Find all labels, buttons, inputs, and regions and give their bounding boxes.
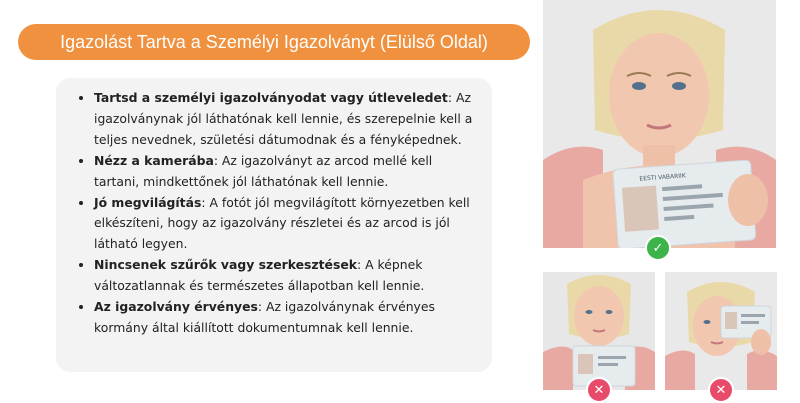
list-item (94, 88, 476, 151)
list-item (94, 297, 476, 339)
guideline-text: : Az igazolványt az arcod mellé kell tartani, mindkettőnek jól láthatónak kell lennie. (94, 152, 433, 189)
example-photo-incorrect-2 (665, 272, 777, 390)
guideline-text: : Az igazolványnak jól láthatónak kell lennie, és szerepelnie kell a teljes nevednek, születési dátumodnak és a fényképednek. (94, 90, 473, 147)
guideline-text: : A képnek változatlannak és természetes állapotban kell lennie. (94, 257, 425, 294)
list-item (94, 255, 476, 297)
checkmark-icon: ✓ (645, 235, 671, 261)
guideline-text: : A fotót jól megvilágított környezetben kell elkészíteni, hogy az igazolvány részletei és az arcod is jól látható legyen. (94, 194, 470, 252)
list-item (94, 151, 476, 193)
example-photo-incorrect-1 (543, 272, 655, 390)
cross-icon: ✕ (586, 377, 612, 403)
guideline-heading: Nincsenek szűrők vagy szerkesztések (94, 257, 357, 273)
page-title: Igazolást Tartva a Személyi Igazolványt (Elülső Oldal) (18, 24, 530, 60)
guideline-heading: Tartsd a személyi igazolványodat vagy útleveledet (94, 90, 448, 105)
id-card-label: EESTI VABARIIK (639, 172, 687, 183)
guideline-text: : Az igazolványnak érvényes kormány által kiállított dokumentumnak kell lennie. (94, 299, 435, 335)
example-photo-correct (543, 0, 776, 248)
guideline-heading: Nézz a kamerába (94, 152, 214, 168)
person-holding-id-illustration (543, 272, 655, 390)
guidelines-list (56, 78, 492, 339)
guidelines-card (56, 78, 492, 372)
guideline-heading: Jó megvilágítás (94, 194, 202, 210)
cross-icon: ✕ (708, 377, 734, 403)
list-item (94, 193, 476, 256)
person-holding-id-illustration (665, 272, 777, 390)
guideline-heading: Az igazolvány érvényes (94, 299, 258, 315)
person-holding-id-illustration (543, 0, 776, 248)
